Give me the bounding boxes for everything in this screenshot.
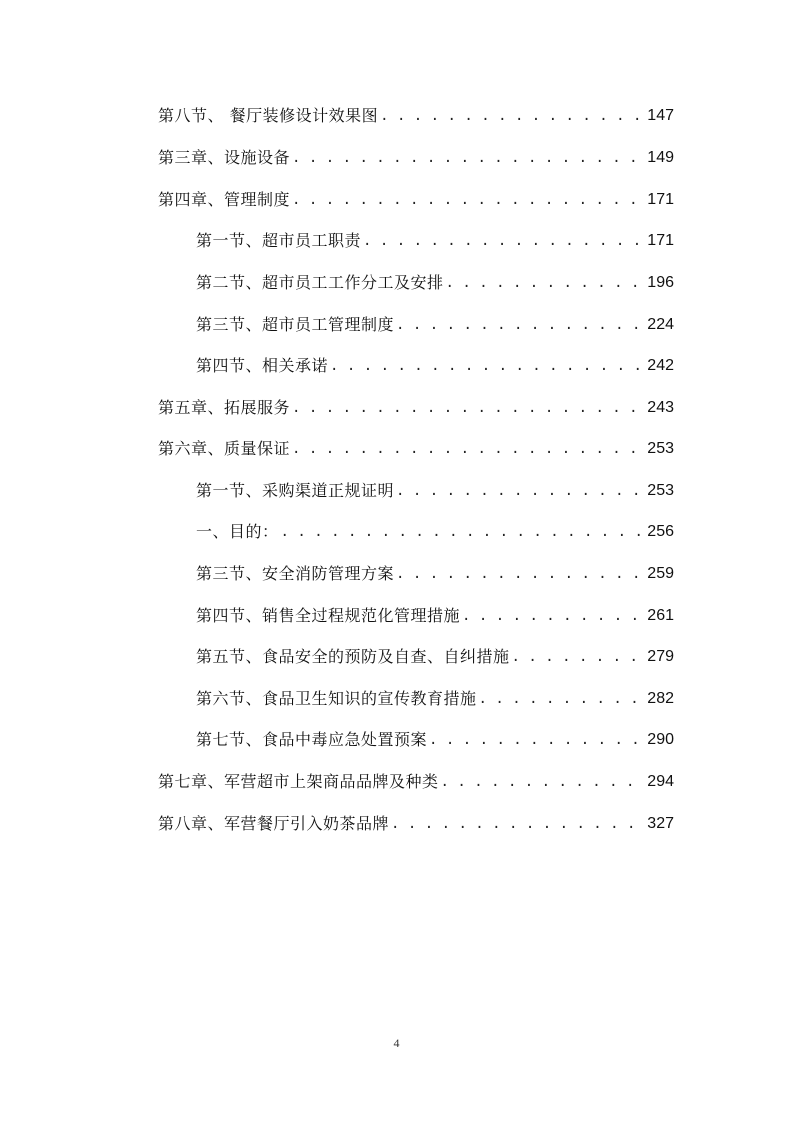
toc-entry[interactable] xyxy=(196,559,674,589)
toc-entry-title: 第四章、管理制度 xyxy=(158,190,291,209)
toc-entry[interactable] xyxy=(158,809,674,839)
toc-entry-title: 第六节、食品卫生知识的宣传教育措施 xyxy=(196,689,477,708)
toc-entry-page: 294 xyxy=(647,773,674,790)
toc-entry-title: 第三章、设施设备 xyxy=(158,148,291,167)
toc-entry-page: 253 xyxy=(647,440,674,457)
toc-entry-title: 第三节、超市员工管理制度 xyxy=(196,315,395,334)
toc-entry-title: 第七节、食品中毒应急处置预案 xyxy=(196,730,428,749)
dot-leader xyxy=(462,601,643,631)
toc-entry[interactable] xyxy=(158,767,674,797)
dot-leader xyxy=(391,809,643,839)
dot-leader xyxy=(292,434,643,464)
toc-entry-page: 147 xyxy=(647,107,674,124)
toc-entry[interactable] xyxy=(158,434,674,464)
dot-leader xyxy=(330,351,643,381)
toc-entry-page: 242 xyxy=(647,357,674,374)
toc-entry[interactable] xyxy=(196,684,674,714)
toc-entry-title: 第七章、军营超市上架商品品牌及种类 xyxy=(158,772,439,791)
toc-entry-page: 243 xyxy=(647,399,674,416)
dot-leader xyxy=(396,476,643,506)
toc-entry[interactable] xyxy=(158,143,674,173)
toc-entry-title: 第一节、采购渠道正规证明 xyxy=(196,481,395,500)
toc-entry-page: 290 xyxy=(647,731,674,748)
toc-entry-page: 171 xyxy=(647,191,674,208)
toc-entry[interactable] xyxy=(158,101,674,131)
toc-entry[interactable] xyxy=(196,310,674,340)
toc-entry-title: 第六章、质量保证 xyxy=(158,439,291,458)
toc-entry-page: 171 xyxy=(647,232,674,249)
toc-entry-title: 第五章、拓展服务 xyxy=(158,398,291,417)
toc-entry[interactable] xyxy=(196,517,674,547)
toc-entry-title: 第八章、军营餐厅引入奶茶品牌 xyxy=(158,814,390,833)
toc-entry[interactable] xyxy=(196,725,674,755)
toc-entry-page: 149 xyxy=(647,149,674,166)
dot-leader xyxy=(380,101,643,131)
toc-entry-title: 第五节、食品安全的预防及自查、自纠措施 xyxy=(196,647,510,666)
dot-leader xyxy=(281,517,644,547)
toc-entry-page: 253 xyxy=(647,482,674,499)
toc-entry[interactable] xyxy=(196,226,674,256)
toc-entry-page: 224 xyxy=(647,316,674,333)
dot-leader xyxy=(512,642,644,672)
toc-entry-page: 279 xyxy=(647,648,674,665)
dot-leader xyxy=(292,393,643,423)
toc-entry-title: 第八节、 餐厅装修设计效果图 xyxy=(158,106,379,125)
toc-entry-title: 第三节、安全消防管理方案 xyxy=(196,564,395,583)
page-number: 4 xyxy=(393,1036,400,1050)
toc-entry[interactable] xyxy=(196,351,674,381)
toc-entry-title: 第二节、超市员工工作分工及安排 xyxy=(196,273,444,292)
toc-entry-title: 第一节、超市员工职责 xyxy=(196,231,362,250)
toc-entry[interactable] xyxy=(158,393,674,423)
toc-entry[interactable] xyxy=(158,185,674,215)
toc-entry[interactable] xyxy=(196,642,674,672)
toc-entry-page: 196 xyxy=(647,274,674,291)
toc-entry-title: 一、目的： xyxy=(196,522,279,541)
toc-entry[interactable] xyxy=(196,601,674,631)
dot-leader xyxy=(292,143,643,173)
toc-entry-title: 第四节、销售全过程规范化管理措施 xyxy=(196,606,461,625)
dot-leader xyxy=(363,226,643,256)
toc-entry[interactable] xyxy=(196,476,674,506)
dot-leader xyxy=(396,559,643,589)
dot-leader xyxy=(479,684,644,714)
toc-entry-page: 259 xyxy=(647,565,674,582)
toc-entry-page: 256 xyxy=(647,523,674,540)
dot-leader xyxy=(441,767,644,797)
toc-entry[interactable] xyxy=(196,268,674,298)
dot-leader xyxy=(429,725,643,755)
toc-entry-page: 261 xyxy=(647,607,674,624)
toc-entry-page: 282 xyxy=(647,690,674,707)
toc-entry-title: 第四节、相关承诺 xyxy=(196,356,329,375)
dot-leader xyxy=(446,268,644,298)
dot-leader xyxy=(292,185,643,215)
dot-leader xyxy=(396,310,643,340)
toc-entry-page: 327 xyxy=(647,815,674,832)
